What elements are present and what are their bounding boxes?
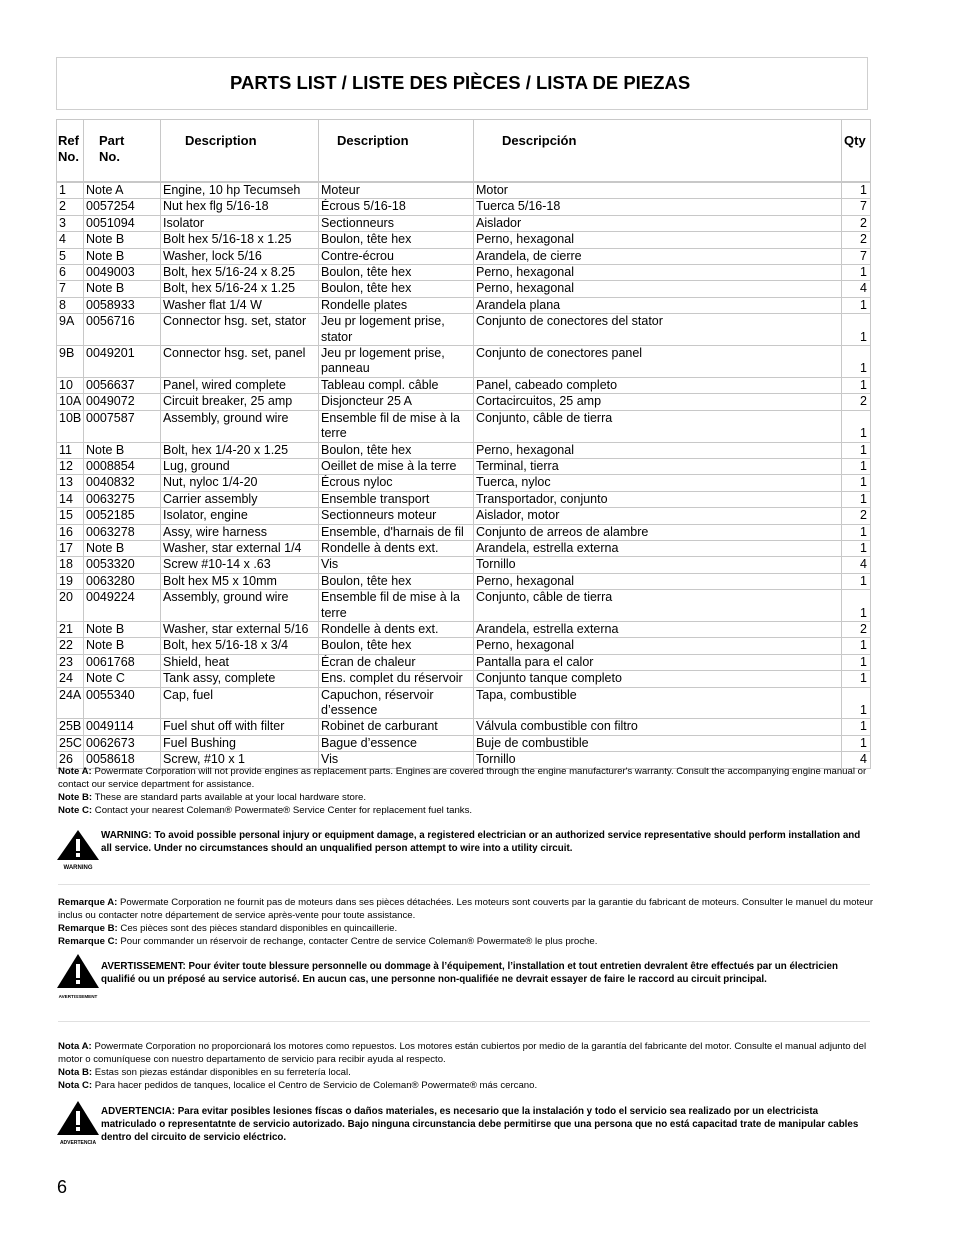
cell-ref: 2 [57,199,84,215]
table-row [57,590,871,622]
cell-desc-fr: Robinet de carburant [319,719,474,735]
cell-ref: 7 [57,281,84,297]
cell-desc-fr: Bague d’essence [319,735,474,751]
table-row [57,719,871,735]
cell-desc-es: Perno, hexagonal [474,442,842,458]
cell-desc-en: Bolt, hex 1/4-20 x 1.25 [161,442,319,458]
cell-desc-fr: Vis [319,752,474,768]
cell-desc-en: Fuel shut off with filter [161,719,319,735]
cell-part: Note B [84,442,161,458]
table-row [57,557,871,573]
page-title: PARTS LIST / LISTE DES PIÈCES / LISTA DE PIEZAS [230,72,691,93]
cell-part: Note C [84,671,161,687]
cell-desc-fr: Ensemble, d'harnais de fil [319,524,474,540]
cell-desc-es: Conjunto de conectores panel [474,346,842,378]
warning-caption-en: WARNING [63,865,93,871]
cell-desc-en: Lug, ground [161,458,319,474]
table-row [57,297,871,313]
cell-qty: 1 [842,735,871,751]
table-row [57,621,871,637]
cell-desc-es: Tapa, combustible [474,687,842,719]
cell-desc-es: Aislador [474,215,842,231]
cell-part: 0058618 [84,752,161,768]
header-desc-es: Descripción [474,120,842,182]
cell-qty: 1 [842,458,871,474]
cell-desc-fr: Sectionneurs [319,215,474,231]
cell-desc-fr: Boulon, tête hex [319,442,474,458]
cell-ref: 9B [57,346,84,378]
cell-part: 0063278 [84,524,161,540]
cell-desc-en: Screw #10-14 x .63 [161,557,319,573]
cell-desc-es: Arandela plana [474,297,842,313]
cell-desc-en: Washer, star external 1/4 [161,540,319,556]
cell-qty: 1 [842,346,871,378]
cell-desc-es: Perno, hexagonal [474,638,842,654]
cell-desc-fr: Vis [319,557,474,573]
cell-qty: 1 [842,671,871,687]
cell-ref: 10A [57,394,84,410]
cell-desc-fr: Boulon, tête hex [319,573,474,589]
note-c-es: Nota C: Para hacer pedidos de tanques, localice el Centro de Servicio de Coleman® Powermate® más cercano. [58,1080,538,1091]
cell-desc-es: Tuerca 5/16-18 [474,199,842,215]
page-number: 6 [57,1177,68,1197]
cell-part: Note B [84,232,161,248]
cell-qty: 7 [842,248,871,264]
cell-qty: 1 [842,654,871,670]
cell-part: 0063280 [84,573,161,589]
note-c-en: Note C: Contact your nearest Coleman® Powermate® Service Center for replacement fuel tanks. [58,805,473,816]
cell-desc-fr: Moteur [319,183,474,199]
cell-desc-en: Nut hex flg 5/16-18 [161,199,319,215]
cell-qty: 1 [842,377,871,393]
cell-desc-fr: Disjoncteur 25 A [319,394,474,410]
cell-desc-es: Conjunto de conectores del stator [474,314,842,346]
notes-en [58,765,873,817]
cell-part: 0049003 [84,265,161,281]
cell-desc-en: Assembly, ground wire [161,410,319,442]
cell-part: 0056637 [84,377,161,393]
cell-desc-fr: Tableau compl. câble [319,377,474,393]
table-row [57,377,871,393]
cell-desc-es: Cortacircuitos, 25 amp [474,394,842,410]
cell-desc-en: Circuit breaker, 25 amp [161,394,319,410]
cell-qty: 2 [842,394,871,410]
cell-part: Note B [84,248,161,264]
cell-desc-es: Arandela, estrella externa [474,621,842,637]
table-row [57,475,871,491]
table-header-row [57,120,871,182]
cell-desc-es: Buje de combustible [474,735,842,751]
table-row [57,573,871,589]
table-row [57,458,871,474]
cell-desc-fr: Écrous nyloc [319,475,474,491]
cell-qty: 1 [842,265,871,281]
cell-ref: 10B [57,410,84,442]
cell-ref: 3 [57,215,84,231]
cell-part: 0062673 [84,735,161,751]
cell-part: Note B [84,638,161,654]
cell-ref: 5 [57,248,84,264]
cell-desc-es: Tuerca, nyloc [474,475,842,491]
cell-part: 0051094 [84,215,161,231]
cell-qty: 1 [842,442,871,458]
cell-desc-fr: Ensemble fil de mise à la terre [319,590,474,622]
cell-qty: 1 [842,719,871,735]
cell-qty: 2 [842,232,871,248]
warning-triangle-icon [56,953,100,1000]
cell-desc-fr: Rondelle à dents ext. [319,540,474,556]
cell-desc-en: Connector hsg. set, stator [161,314,319,346]
notes-fr [58,896,873,948]
cell-part: 0058933 [84,297,161,313]
cell-qty: 1 [842,475,871,491]
cell-desc-es: Aislador, motor [474,508,842,524]
warning-text-fr: AVERTISSEMENT: Pour éviter toute blessure personnelle ou dommage à l’équipement, l’installation et tout entretien devralent être effectués par un électricien qualifié ou un préposé au service autorisé. En aucun cas, une personne non-qualifiée ne devrait essayer de faire le raccord au circuit principal. [101,961,838,985]
header-qty: Qty [842,120,871,182]
table-row [57,508,871,524]
cell-part: 0057254 [84,199,161,215]
table-row [57,183,871,199]
cell-desc-en: Bolt, hex 5/16-24 x 1.25 [161,281,319,297]
cell-desc-en: Connector hsg. set, panel [161,346,319,378]
cell-ref: 26 [57,752,84,768]
cell-desc-fr: Écran de chaleur [319,654,474,670]
cell-desc-en: Tank assy, complete [161,671,319,687]
header-part: Part No. [84,120,161,182]
table-row [57,215,871,231]
cell-ref: 11 [57,442,84,458]
cell-part: 0049072 [84,394,161,410]
note-c-fr: Remarque C: Pour commander un réservoir de rechange, contacter Centre de service Coleman® Powermate® le plus proche. [58,936,598,947]
cell-desc-es: Conjunto tanque completo [474,671,842,687]
cell-desc-fr: Rondelle à dents ext. [319,621,474,637]
cell-ref: 17 [57,540,84,556]
cell-ref: 24A [57,687,84,719]
cell-desc-en: Bolt, hex 5/16-24 x 8.25 [161,265,319,281]
cell-desc-en: Bolt, hex 5/16-18 x 3/4 [161,638,319,654]
cell-part: Note B [84,621,161,637]
cell-desc-es: Conjunto, câble de tierra [474,410,842,442]
note-a-es: Nota A: Powermate Corporation no proporcionará los motores como repuestos. Los motores están cubiertos por medio de la garantía del fabricante del motor. Consulte el manual adjunto del motor o comuníquese con nuestro departamento de servicio para recibir ayuda al respecto. [58,1041,867,1065]
cell-part: 0007587 [84,410,161,442]
cell-desc-es: Perno, hexagonal [474,265,842,281]
cell-desc-es: Panel, cabeado completo [474,377,842,393]
cell-ref: 24 [57,671,84,687]
cell-qty: 1 [842,183,871,199]
table-row [57,638,871,654]
cell-desc-fr: Jeu pr logement prise, panneau [319,346,474,378]
notes-es [58,1040,873,1092]
cell-desc-fr: Rondelle plates [319,297,474,313]
cell-ref: 22 [57,638,84,654]
cell-qty: 2 [842,621,871,637]
cell-desc-es: Conjunto, câble de tierra [474,590,842,622]
cell-desc-fr: Écrous 5/16-18 [319,199,474,215]
cell-part: Note B [84,540,161,556]
cell-desc-fr: Boulon, tête hex [319,638,474,654]
cell-desc-es: Tornillo [474,752,842,768]
cell-part: 0055340 [84,687,161,719]
cell-ref: 12 [57,458,84,474]
cell-ref: 16 [57,524,84,540]
cell-ref: 25C [57,735,84,751]
cell-desc-en: Fuel Bushing [161,735,319,751]
header-desc-en: Description [161,120,319,182]
cell-desc-en: Isolator, engine [161,508,319,524]
cell-desc-en: Assembly, ground wire [161,590,319,622]
cell-desc-fr: Ens. complet du réservoir [319,671,474,687]
cell-part: 0056716 [84,314,161,346]
table-row [57,491,871,507]
cell-part: 0008854 [84,458,161,474]
cell-desc-fr: Ensemble transport [319,491,474,507]
cell-qty: 2 [842,508,871,524]
cell-desc-en: Isolator [161,215,319,231]
warning-triangle-icon [56,1100,100,1147]
cell-qty: 1 [842,687,871,719]
cell-ref: 8 [57,297,84,313]
divider [58,1021,870,1022]
cell-desc-en: Assy, wire harness [161,524,319,540]
cell-qty: 1 [842,491,871,507]
cell-desc-es: Conjunto de arreos de alambre [474,524,842,540]
cell-desc-en: Shield, heat [161,654,319,670]
warning-text-es: ADVERTENCIA: Para evitar posibles lesiones físcas o daños materiales, es necesario que la instalación y todo el servicio sea realizado por un electricista matriculado o representatnte de servicio autorizado. Bajo ninguna circunstancia debe permitirse que una persona que no está capacitad trate de manipular cables dentro del circuito de servicio eléctrico. [101,1106,859,1143]
cell-part: 0052185 [84,508,161,524]
cell-desc-en: Nut, nyloc 1/4-20 [161,475,319,491]
cell-desc-es: Válvula combustible con filtro [474,719,842,735]
cell-desc-en: Engine, 10 hp Tecumseh [161,183,319,199]
cell-desc-en: Screw, #10 x 1 [161,752,319,768]
note-b-fr: Remarque B: Ces pièces sont des pièces standard disponibles en quincaillerie. [58,923,398,934]
header-desc-fr: Description [319,120,474,182]
cell-desc-en: Washer flat 1/4 W [161,297,319,313]
cell-desc-fr: Boulon, tête hex [319,265,474,281]
cell-desc-es: Motor [474,183,842,199]
header-ref: Ref No. [57,120,84,182]
table-row [57,265,871,281]
cell-qty: 1 [842,410,871,442]
cell-ref: 13 [57,475,84,491]
cell-desc-es: Perno, hexagonal [474,232,842,248]
table-row [57,314,871,346]
cell-desc-es: Perno, hexagonal [474,573,842,589]
cell-part: Note B [84,281,161,297]
cell-desc-fr: Sectionneurs moteur [319,508,474,524]
cell-desc-es: Arandela, estrella externa [474,540,842,556]
table-row [57,442,871,458]
cell-desc-es: Arandela, de cierre [474,248,842,264]
cell-qty: 1 [842,573,871,589]
cell-ref: 20 [57,590,84,622]
note-b-es: Nota B: Estas son piezas estándar disponibles en su ferretería local. [58,1067,351,1078]
cell-desc-fr: Ensemble fil de mise à la terre [319,410,474,442]
cell-qty: 1 [842,297,871,313]
parts-table [56,119,871,769]
cell-qty: 2 [842,215,871,231]
table-row [57,735,871,751]
warning-caption-fr: AVERTISSEMENT [58,994,98,999]
table-row [57,199,871,215]
table-row [57,232,871,248]
warning-caption-es: ADVERTENCIA [59,1140,97,1146]
cell-desc-es: Tornillo [474,557,842,573]
warning-triangle-icon [56,829,100,872]
cell-desc-en: Carrier assembly [161,491,319,507]
cell-desc-en: Bolt hex 5/16-18 x 1.25 [161,232,319,248]
cell-desc-en: Bolt hex M5 x 10mm [161,573,319,589]
cell-ref: 21 [57,621,84,637]
cell-ref: 23 [57,654,84,670]
cell-qty: 1 [842,524,871,540]
cell-ref: 4 [57,232,84,248]
table-row [57,671,871,687]
cell-ref: 25B [57,719,84,735]
cell-qty: 4 [842,557,871,573]
cell-part: 0053320 [84,557,161,573]
table-row [57,281,871,297]
cell-qty: 1 [842,540,871,556]
cell-desc-fr: Boulon, tête hex [319,232,474,248]
cell-qty: 7 [842,199,871,215]
cell-ref: 6 [57,265,84,281]
cell-desc-es: Transportador, conjunto [474,491,842,507]
cell-part: 0040832 [84,475,161,491]
cell-desc-fr: Contre-écrou [319,248,474,264]
cell-ref: 19 [57,573,84,589]
table-row [57,394,871,410]
cell-ref: 14 [57,491,84,507]
cell-part: 0061768 [84,654,161,670]
table-row [57,410,871,442]
note-a-fr: Remarque A: Powermate Corporation ne fournit pas de moteurs dans ses pièces détachées. Les moteurs sont couverts par la garantie du fabricant de moteurs. Consulter le manuel du moteur inclus ou contacter notre département de service après-vente pour toute assistance. [58,897,874,921]
note-a-en: Note A: Powermate Corporation will not provide engines as replacement parts. Engines are covered through the engine manufacturer's warranty. Consult the accompanying engine manual or contact our service department for assistance. [58,766,867,790]
cell-desc-fr: Oeillet de mise à la terre [319,458,474,474]
note-b-en: Note B: These are standard parts available at your local hardware store. [58,792,367,803]
parts-table-body [57,182,871,769]
cell-desc-fr: Jeu pr logement prise, stator [319,314,474,346]
table-row [57,524,871,540]
title-box [56,57,868,110]
table-row [57,654,871,670]
cell-qty: 4 [842,281,871,297]
cell-desc-en: Washer, lock 5/16 [161,248,319,264]
cell-ref: 18 [57,557,84,573]
cell-part: 0049224 [84,590,161,622]
cell-ref: 9A [57,314,84,346]
cell-ref: 10 [57,377,84,393]
cell-part: Note A [84,183,161,199]
cell-desc-es: Terminal, tierra [474,458,842,474]
table-row [57,346,871,378]
cell-ref: 15 [57,508,84,524]
cell-qty: 1 [842,590,871,622]
cell-qty: 1 [842,314,871,346]
table-row [57,248,871,264]
cell-qty: 4 [842,752,871,768]
cell-part: 0049114 [84,719,161,735]
cell-desc-en: Cap, fuel [161,687,319,719]
cell-qty: 1 [842,638,871,654]
cell-desc-en: Panel, wired complete [161,377,319,393]
cell-part: 0063275 [84,491,161,507]
cell-part: 0049201 [84,346,161,378]
cell-desc-fr: Boulon, tête hex [319,281,474,297]
divider [58,884,870,885]
cell-ref: 1 [57,183,84,199]
cell-desc-en: Washer, star external 5/16 [161,621,319,637]
cell-desc-fr: Capuchon, réservoir d’essence [319,687,474,719]
cell-desc-es: Pantalla para el calor [474,654,842,670]
cell-desc-es: Perno, hexagonal [474,281,842,297]
table-row [57,687,871,719]
warning-text-en: WARNING: To avoid possible personal injury or equipment damage, a registered electrician or an authorized service representative should perform installation and all service. Under no circumstances should an unqualified person attempt to wire into a utility circuit. [101,830,861,854]
table-row [57,540,871,556]
